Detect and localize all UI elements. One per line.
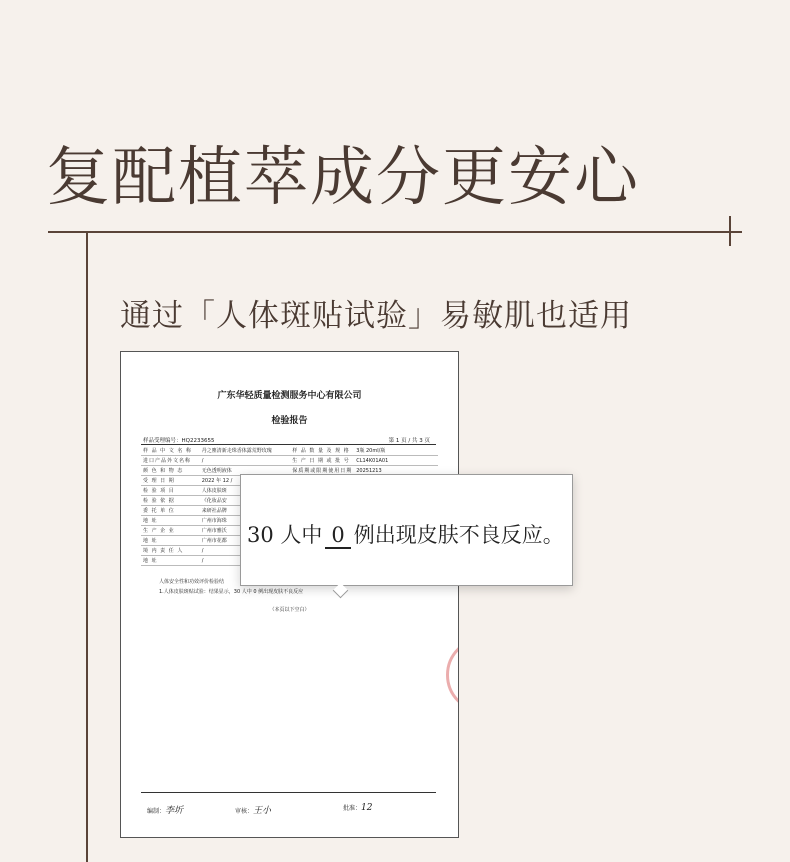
- report-cell-k: 地 址: [141, 556, 200, 566]
- report-cell-k: 地 址: [141, 536, 200, 546]
- report-cell-k: 检 验 依 据: [141, 496, 200, 506]
- report-cell-k: 境 内 责 任 人: [141, 546, 200, 556]
- report-cell-v: /: [200, 556, 290, 566]
- official-seal: [446, 637, 459, 713]
- report-cell-v: 广州市雅沃: [200, 526, 290, 536]
- report-note: 人体安全性和功效评价检验结: [159, 579, 225, 585]
- divider-cross-mark: [729, 216, 731, 246]
- report-cell-k: 地 址: [141, 516, 200, 526]
- report-row: [141, 456, 438, 466]
- sample-number: 样品受理编号：HQ2233655: [143, 438, 215, 444]
- report-cell-v: 《化妆品安: [200, 496, 290, 506]
- report-cell-v: 广州市花都: [200, 536, 290, 546]
- report-cell-k: 检 验 项 目: [141, 486, 200, 496]
- report-cell-v: 人体皮肤斑: [200, 486, 290, 496]
- report-cell-v: 广州市海珠: [200, 516, 290, 526]
- signature-approver-name: 12: [361, 803, 373, 813]
- report-cell-v: /: [200, 546, 290, 556]
- title-divider: [48, 231, 742, 233]
- callout-text: [247, 519, 564, 549]
- report-cell-k: 受 理 日 期: [141, 476, 200, 486]
- report-title: 检验报告: [271, 416, 308, 426]
- signature-reviewer: 审核：王小: [235, 806, 272, 816]
- left-vertical-line: [86, 233, 88, 862]
- report-cell-v: /: [200, 456, 290, 466]
- report-cell-v: 来研社品牌: [200, 506, 290, 516]
- report-cell-k2: 保质期或限期使用日期: [290, 466, 354, 476]
- signature-reviewer-name: 王小: [253, 806, 272, 816]
- report-end-text: （本页以下空白）: [269, 607, 310, 613]
- callout-count: 0: [325, 523, 350, 549]
- report-cell-k: 生 产 企 业: [141, 526, 200, 536]
- report-cell-k: 进口产品外文名称: [141, 456, 200, 466]
- signature-editor-name: 李圻: [165, 806, 184, 816]
- callout-before: 30 人中: [247, 523, 323, 547]
- report-cell-v2: CL14K01A01: [354, 456, 438, 466]
- callout-after: 例出现皮肤不良反应。: [353, 523, 564, 547]
- report-result-line: 1.人体皮肤斑贴试验：结果显示，30 人中 0 例出现皮肤不良反应: [159, 589, 304, 595]
- report-bottom-rule: [141, 792, 436, 793]
- report-cell-k2: 样 品 数 量 及 规 格: [290, 446, 354, 456]
- report-top-rule: [141, 444, 436, 445]
- result-callout: [240, 474, 573, 586]
- test-report-document: [120, 351, 459, 838]
- report-cell-k: 委 托 单 位: [141, 506, 200, 516]
- report-company: 广东华轻质量检测服务中心有限公司: [217, 391, 362, 401]
- report-cell-k2: 生 产 日 期 或 批 号: [290, 456, 354, 466]
- report-row: [141, 446, 438, 456]
- signature-editor: 编制：李圻: [147, 806, 184, 816]
- report-cell-v: 2022 年 12 /: [200, 476, 290, 486]
- page-info: 第 1 页 / 共 3 页: [388, 438, 430, 444]
- report-cell-v2: 20251213: [354, 466, 438, 476]
- signature-approver: 批准：12: [343, 803, 373, 813]
- report-cell-v: 无色透明液体: [200, 466, 290, 476]
- page-title: 复配植萃成分更安心: [46, 141, 640, 215]
- report-cell-k: 颜 色 和 物 态: [141, 466, 200, 476]
- subtitle: 通过「人体斑贴试验」易敏肌也适用: [120, 298, 632, 334]
- report-cell-v2: 3瓶 20ml/瓶: [354, 446, 438, 456]
- report-cell-v: 丹之塵清新走珠香体露荒野玫瑰: [200, 446, 290, 456]
- report-cell-k: 样 品 中 文 名 称: [141, 446, 200, 456]
